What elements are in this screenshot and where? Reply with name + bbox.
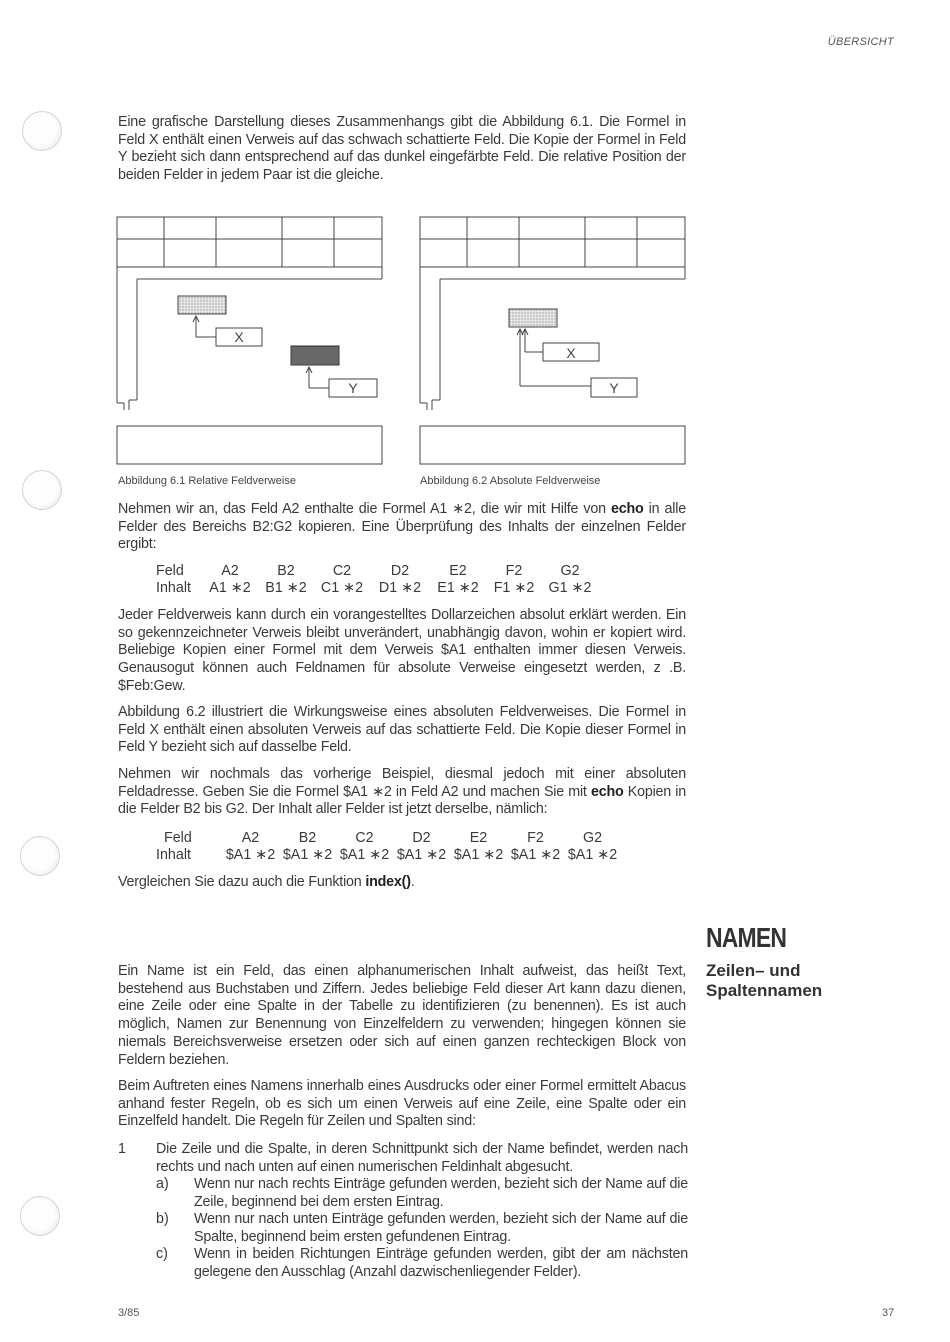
intro-paragraph: Eine grafische Darstellung dieses Zusammenhangs gibt die Abbildung 6.1. Die Formel in Feld X enthält einen Verweis auf das schwach schattierte Feld. Die Kopie der Formel in Feld Y bezieht sich dann entsprechend auf das dunkel eingefärbte Feld. Die relative Position der beiden Felder in jedem Paar ist die gleiche.: [118, 114, 686, 184]
binder-hole-icon: [20, 836, 60, 876]
table-cell: C1 ∗2: [320, 580, 364, 597]
figure-absolute-references: [413, 210, 697, 472]
sub-item: Wenn nur nach unten Einträge gefunden werden, bezieht sich der Name auf die Spalte, beginnend beim ersten gefundenen Eintrag.: [194, 1211, 688, 1245]
figure-label-y: Y: [348, 380, 358, 396]
command-name: echo: [610, 501, 644, 517]
table-cell: C2: [332, 562, 352, 579]
values-table: [156, 562, 598, 597]
table-cell: G2: [560, 562, 580, 579]
binder-hole-icon: [20, 1196, 60, 1236]
table-cell: E1 ∗2: [437, 580, 479, 597]
paragraph: Abbildung 6.2 illustriert die Wirkungsweise eines absoluten Feldverweises. Die Formel in Feld X enthält einen absoluten Verweis auf das schattierte Feld. Die Kopie dieser Formel in Feld Y bezieht sich auf dasselbe Feld.: [118, 704, 686, 756]
sub-item-letter: a): [156, 1176, 169, 1192]
figure-caption: Abbildung 6.2 Absolute Feldverweise: [420, 475, 601, 487]
table-cell: $A1 ∗2: [396, 847, 447, 864]
binder-hole-icon: [22, 470, 62, 510]
binder-hole-icon: [22, 111, 62, 151]
paragraph: Jeder Feldverweis kann durch ein vorangestelltes Dollarzeichen absolut erklärt werden. Ein so gekennzeichneter Verweis bleibt unverändert, unabhängig davon, wohin er kopiert wird. Beliebige Kopien einer Formel mit dem Verweis $A1 enthalten immer diesen Verweis. Genausogut können auch Feldnamen für absolute Verweise eingesetzt werden, z .B. $Feb:Gew.: [118, 607, 686, 694]
sub-item-letter: c): [156, 1246, 168, 1262]
function-name: index(): [365, 874, 411, 890]
table-cell: F2: [527, 829, 544, 846]
table-cell: $A1 ∗2: [567, 847, 618, 864]
sub-item: Wenn nur nach rechts Einträge gefunden werden, bezieht sich der Name auf die Zeile, beginnend bei dem ersten Eintrag.: [194, 1176, 688, 1210]
figure-label-y: Y: [609, 380, 619, 396]
table-cell: $A1 ∗2: [339, 847, 390, 864]
table-cell: $A1 ∗2: [453, 847, 504, 864]
table-cell: Inhalt: [156, 580, 191, 597]
table-cell: B1 ∗2: [265, 580, 307, 597]
paragraph: [118, 766, 686, 819]
table-cell: B2: [277, 562, 295, 579]
table-cell: A1 ∗2: [209, 580, 251, 597]
table-cell: A2: [241, 829, 260, 846]
figure-label-x: X: [234, 329, 244, 345]
table-cell: $A1 ∗2: [282, 847, 333, 864]
table-cell: $A1 ∗2: [510, 847, 561, 864]
command-name: echo: [590, 783, 624, 800]
table-cell: G1 ∗2: [548, 580, 592, 597]
table-cell: E2: [469, 829, 488, 846]
list-item: Die Zeile und die Spalte, in deren Schnittpunkt sich der Name befindet, werden nach rechts und nach unten auf einen numerischen Feldinhalt abgesucht.: [156, 1141, 688, 1175]
table-cell: F1 ∗2: [493, 580, 535, 597]
table-cell: D1 ∗2: [378, 580, 422, 597]
figure-caption: Abbildung 6.1 Relative Feldverweise: [118, 475, 296, 487]
paragraph: [118, 874, 686, 892]
table-cell: G2: [582, 829, 603, 846]
table-cell: Inhalt: [156, 847, 191, 864]
table-cell: Feld: [164, 829, 192, 846]
table-cell: E2: [449, 562, 467, 579]
text: Vergleichen Sie dazu auch die Funktion: [118, 874, 366, 890]
table-cell: A2: [221, 562, 239, 579]
text: Kopien in die Felder B2 bis G2. Der Inhalt aller Felder ist jetzt derselbe, nämlich:: [118, 783, 687, 818]
sub-item: Wenn in beiden Richtungen Einträge gefunden werden, gibt der am nächsten gelegene den Ausschlag (Anzahl dazwischenliegender Felder).: [194, 1246, 688, 1280]
footer-date: 3/85: [118, 1307, 140, 1319]
text: Nehmen wir an, das Feld A2 enthalte die Formel A1 ∗2, die wir mit Hilfe von: [118, 501, 611, 517]
table-cell: B2: [298, 829, 317, 846]
table-cell: C2: [355, 829, 374, 846]
list-number: 1: [118, 1141, 126, 1157]
page-number: 37: [882, 1307, 895, 1319]
figure-relative-references: [110, 210, 394, 472]
paragraph: Beim Auftreten eines Namens innerhalb eines Ausdrucks oder einer Formel ermittelt Abacus anhand fester Regeln, ob es sich um einen Verweis auf eine Zeile, eine Spalte oder ein Einzelfeld handelt. Die Regeln für Zeilen und Spalten sind:: [118, 1078, 686, 1130]
figure-label-x: X: [566, 345, 576, 361]
section-title: NAMEN: [706, 922, 787, 953]
table-cell: D2: [390, 562, 410, 579]
paragraph: Ein Name ist ein Feld, das einen alphanumerischen Inhalt aufweist, das heißt Text, bestehend aus Buchstaben und Ziffern. Jedes beliebige Feld dieser Art kann dazu dienen, eine Zeile oder eine Spalte in der Tabelle zu identifizieren (zu benennen). Es ist auch möglich, Namen zur Benennung von Einzelfeldern zu verwenden; hingegen können sie niemals Bereichsverweise ersetzen oder sich auf einen ganzen rechteckigen Block von Feldern beziehen.: [118, 963, 686, 1068]
table-cell: Feld: [156, 562, 184, 579]
text: .: [410, 874, 415, 890]
paragraph: [118, 501, 686, 554]
sub-item-letter: b): [156, 1211, 169, 1227]
table-cell: F2: [505, 562, 523, 579]
table-cell: D2: [412, 829, 431, 846]
text: in alle Felder des Bereichs B2:G2 kopieren. Eine Überprüfung des Inhalts der einzelnen Felder ergibt:: [118, 501, 686, 553]
values-table: [156, 829, 621, 864]
running-header: ÜBERSICHT: [827, 36, 894, 48]
section-subtitle: Zeilen– und Spaltennamen: [706, 961, 823, 1000]
table-cell: $A1 ∗2: [225, 847, 276, 864]
text: Nehmen wir nochmals das vorherige Beispiel, diesmal jedoch mit einer absoluten Feldadresse. Geben Sie die Formel $A1 ∗2 in Feld A2 und machen Sie mit: [118, 766, 686, 800]
